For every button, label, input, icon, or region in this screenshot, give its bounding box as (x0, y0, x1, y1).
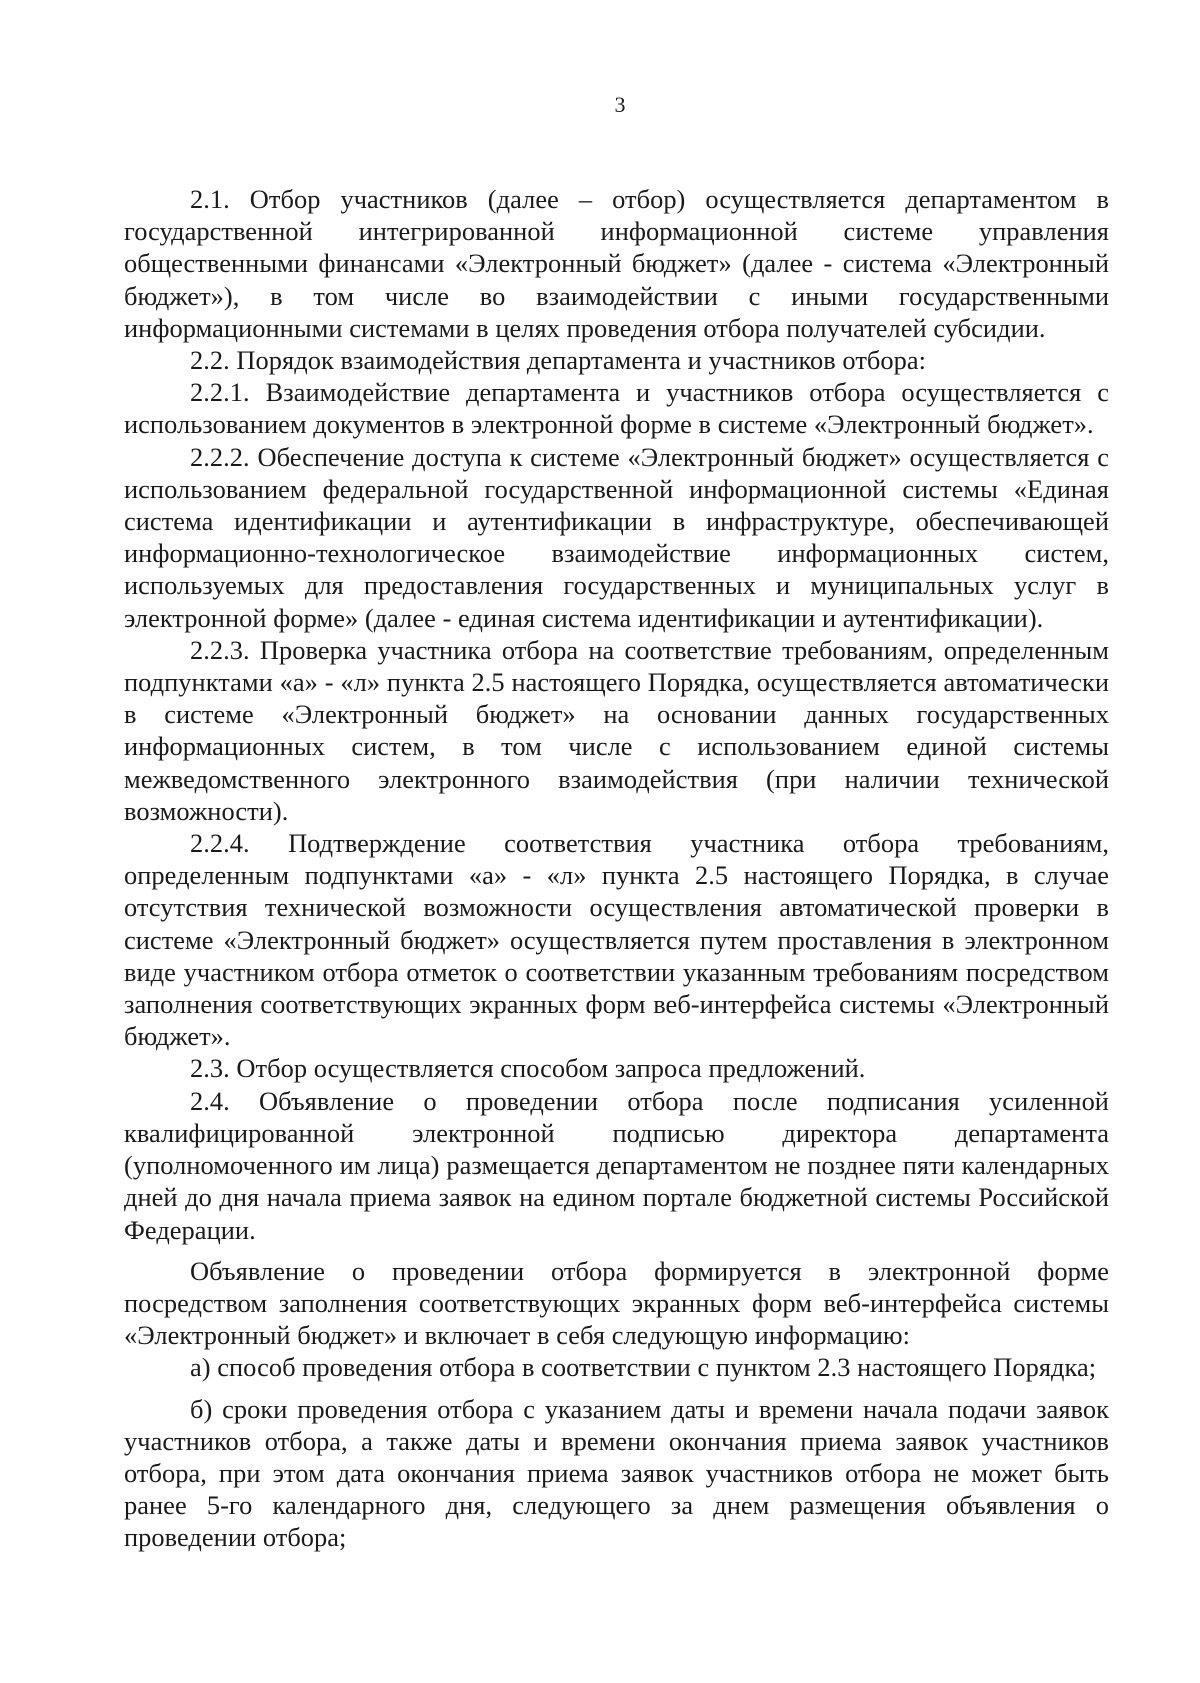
paragraph-announcement: Объявление о проведении отбора формируется в электронной форме посредством заполнения соответствующих экранных форм веб-интерфейса системы «Электронный бюджет» и включает в себя следующую информацию: (124, 1255, 1109, 1351)
paragraph-2-4: 2.4. Объявление о проведении отбора после подписания усиленной квалифицированной электронной подписью директора департамента (уполномоченного им лица) размещается департаментом не позднее пяти календарных дней до дня начала приема заявок на едином портале бюджетной системы Российской Федерации. (124, 1085, 1109, 1245)
list-item-a: а) способ проведения отбора в соответствии с пунктом 2.3 настоящего Порядка; (190, 1352, 1097, 1383)
list-item-b: б) сроки проведения отбора с указанием даты и времени начала подачи заявок участников отбора, а также даты и времени окончания приема заявок участников отбора, при этом дата окончания приема заявок участников отбора не может быть ранее 5-го календарного дня, следующего за днем размещения объявления о проведении отбора; (124, 1393, 1109, 1553)
paragraph-2-2-4: 2.2.4. Подтверждение соответствия участника отбора требованиям, определенным подпунктами «а» - «л» пункта 2.5 настоящего Порядка, в случае отсутствия технической возможности осуществления автоматической проверки в системе «Электронный бюджет» осуществляется путем проставления в электронном виде участником отбора отметок о соответствии указанным требованиям посредством заполнения соответствующих экранных форм веб-интерфейса системы «Электронный бюджет». (124, 828, 1109, 1052)
paragraph-2-3: 2.3. Отбор осуществляется способом запроса предложений. (190, 1053, 866, 1084)
paragraph-2-2: 2.2. Порядок взаимодействия департамента и участников отбора: (190, 345, 927, 376)
document-body (124, 183, 1109, 1554)
page-number: 3 (614, 92, 626, 117)
paragraph-2-2-2: 2.2.2. Обеспечение доступа к системе «Электронный бюджет» осуществляется с использованием федеральной государственной информационной системы «Единая система идентификации и аутентификации в инфраструктуре, обеспечивающей информационно-технологическое взаимодействие информационных систем, используемых для предоставления государственных и муниципальных услуг в электронной форме» (далее - единая система идентификации и аутентификации). (124, 441, 1109, 633)
paragraph-2-2-1: 2.2.1. Взаимодействие департамента и участников отбора осуществляется с использованием документов в электронной форме в системе «Электронный бюджет». (124, 377, 1109, 440)
paragraph-2-1: 2.1. Отбор участников (далее – отбор) осуществляется департаментом в государственной интегрированной информационной системе управления общественными финансами «Электронный бюджет» (далее - система «Электронный бюджет»), в том числе во взаимодействии с иными государственными информационными системами в целях проведения отбора получателей субсидии. (124, 184, 1109, 343)
paragraph-2-2-3: 2.2.3. Проверка участника отбора на соответствие требованиям, определенным подпунктами «а» - «л» пункта 2.5 настоящего Порядка, осуществляется автоматически в системе «Электронный бюджет» на основании данных государственных информационных систем, в том числе с использованием единой системы межведомственного электронного взаимодействия (при наличии технической возможности). (124, 634, 1109, 826)
